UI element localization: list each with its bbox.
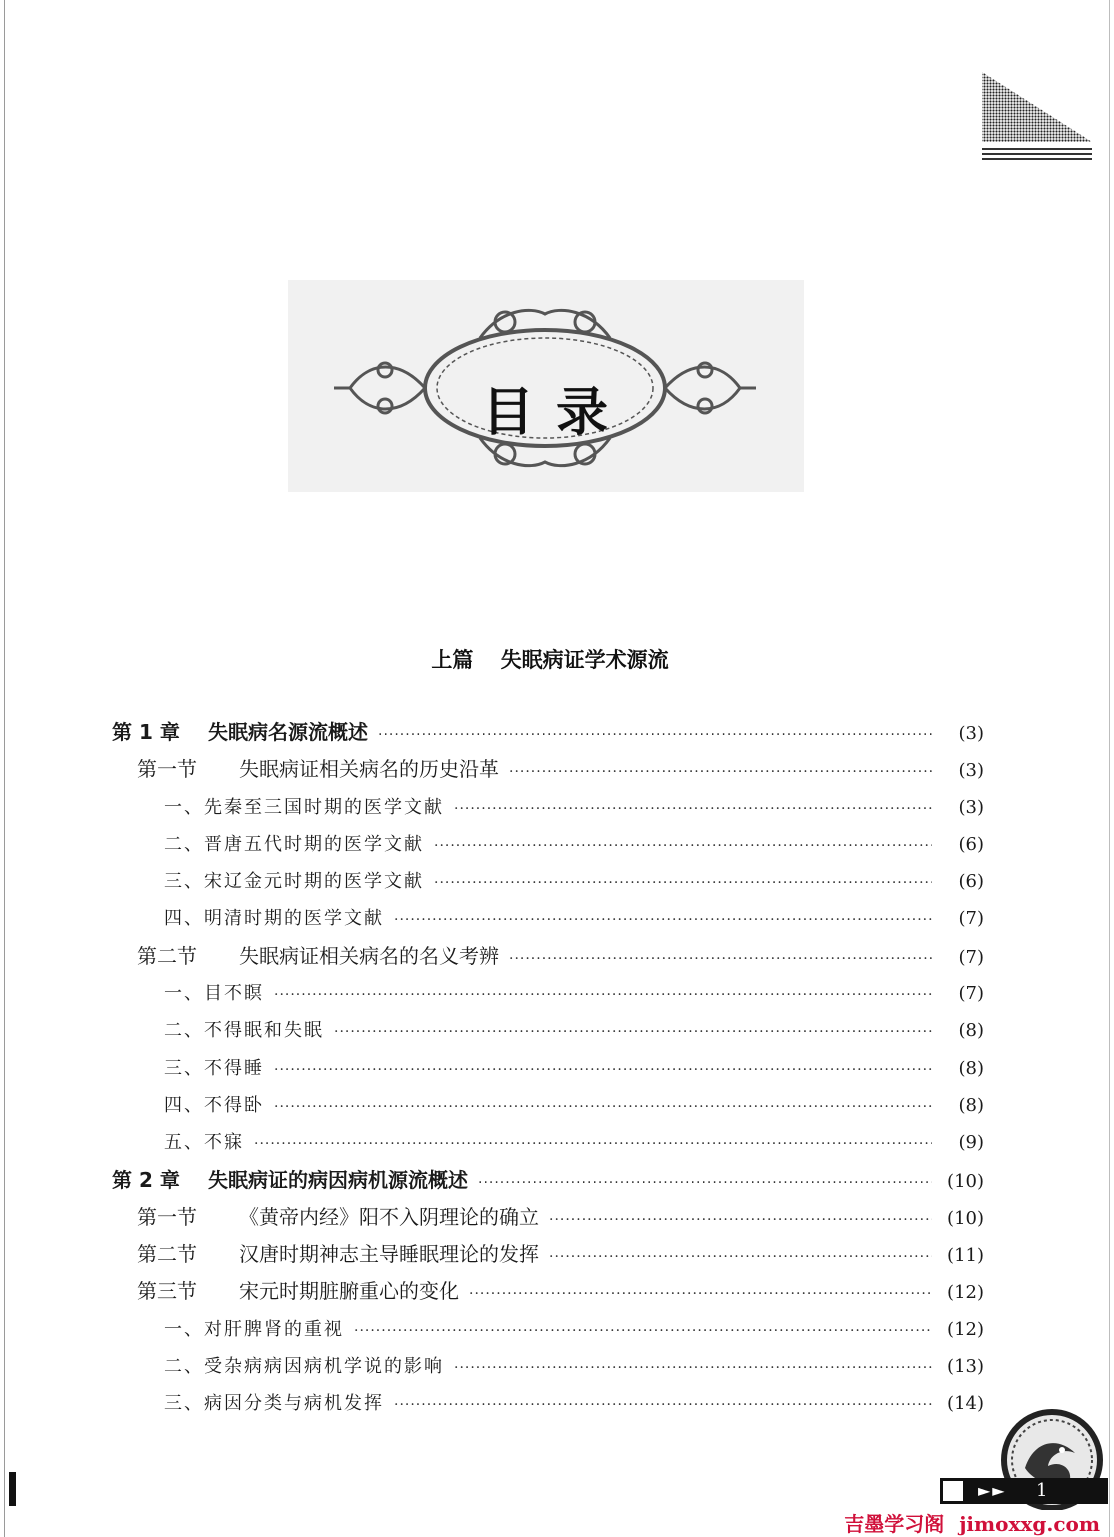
toc-entry-page: (13) [947, 1356, 984, 1378]
toc-entry-page: (7) [958, 983, 984, 1005]
toc-entry-page: (7) [958, 946, 984, 968]
toc-entry-title: 二、不得眠和失眠 [164, 1020, 324, 1042]
toc-entry-section [112, 751, 984, 788]
dot-leader [478, 1165, 932, 1202]
dot-leader [334, 1014, 932, 1051]
dot-leader [378, 717, 932, 754]
toc-entry-item [112, 1385, 984, 1422]
toc-entry-number: 第三节 [137, 1279, 197, 1304]
toc-entry-page: (3) [958, 760, 984, 782]
toc-entry-item [112, 975, 984, 1012]
part-label: 上篇 [431, 648, 474, 672]
dot-leader [434, 828, 932, 865]
dot-leader [274, 1052, 932, 1089]
toc-entry-title: 三、病因分类与病机发挥 [164, 1393, 384, 1415]
toc-entry-page: (6) [958, 871, 984, 893]
toc-entry-page: (12) [947, 1318, 984, 1340]
toc-entry-number: 第 1 章 [112, 720, 180, 744]
toc-entry-item [112, 863, 984, 900]
toc-entry-title: 三、宋辽金元时期的医学文献 [164, 871, 424, 893]
toc-entry-title: 汉唐时期神志主导睡眠理论的发挥 [239, 1242, 539, 1267]
toc-entry-title: 四、不得卧 [164, 1094, 264, 1116]
toc-entry-page: (12) [947, 1282, 984, 1304]
dot-leader [394, 902, 932, 939]
part-title-text: 失眠病证学术源流 [500, 648, 669, 672]
page-arrows: ►► [978, 1481, 1007, 1500]
part-title [0, 644, 1100, 674]
watermark-name: 吉墨学习阁 [844, 1512, 945, 1536]
toc-entry-page: (7) [958, 908, 984, 930]
toc-entry-item [112, 1124, 984, 1161]
dot-leader [454, 1350, 932, 1387]
toc-entry-section [112, 938, 984, 975]
toc-entry-section [112, 1236, 984, 1273]
dot-leader [274, 977, 932, 1014]
toc-entry-number: 第二节 [137, 1242, 197, 1267]
toc-entry-number: 第一节 [137, 1204, 197, 1229]
page-number: 1 [1036, 1480, 1048, 1501]
toc-entry-title: 一、先秦至三国时期的医学文献 [164, 796, 444, 818]
toc-entry-item [112, 1311, 984, 1348]
toc-entry-chapter [112, 714, 984, 751]
toc-entry-item [112, 1348, 984, 1385]
toc-entry-page: (3) [958, 796, 984, 818]
toc-entry-item [112, 1012, 984, 1049]
toc-entry-item [112, 1050, 984, 1087]
toc-entry-title: 失眠病证的病因病机源流概述 [208, 1167, 468, 1192]
toc-entry-page: (10) [947, 1170, 984, 1192]
dot-leader [394, 1387, 932, 1424]
toc-entry-number: 第二节 [137, 943, 197, 968]
toc-entry-item [112, 900, 984, 937]
toc-entry-page: (14) [947, 1393, 984, 1415]
dot-leader [434, 865, 932, 902]
toc-entry-section [112, 1273, 984, 1310]
toc-heading: 目录 [481, 382, 630, 443]
toc-entry-title: 一、对肝脾肾的重视 [164, 1318, 344, 1340]
dot-leader [454, 791, 932, 828]
dot-leader [354, 1313, 932, 1350]
dot-leader [274, 1089, 932, 1126]
page-nav-bar [940, 1478, 1108, 1504]
dot-leader [509, 941, 932, 978]
corner-triangle-decoration [980, 70, 1095, 162]
dot-leader [509, 754, 932, 791]
toc-entry-item [112, 826, 984, 863]
dot-leader [549, 1202, 932, 1239]
toc-entry-title: 失眠病证相关病名的名义考辨 [239, 943, 499, 968]
toc-entry-page: (8) [958, 1057, 984, 1079]
toc-entry-chapter [112, 1162, 984, 1199]
toc-entry-page: (11) [947, 1245, 984, 1267]
dot-leader [549, 1239, 932, 1276]
toc-entry-item [112, 1087, 984, 1124]
toc-entry-title: 二、受杂病病因病机学说的影响 [164, 1356, 444, 1378]
table-of-contents [112, 714, 984, 1423]
toc-entry-section [112, 1199, 984, 1236]
toc-entry-title: 五、不寐 [164, 1132, 244, 1154]
left-edge-mark [9, 1472, 16, 1506]
toc-entry-page: (6) [958, 833, 984, 855]
toc-entry-title: 一、目不瞑 [164, 983, 264, 1005]
watermark-url: jimoxxg.com [959, 1512, 1100, 1536]
toc-entry-title: 失眠病名源流概述 [208, 720, 368, 744]
toc-entry-page: (10) [947, 1207, 984, 1229]
toc-entry-number: 第一节 [137, 757, 197, 782]
toc-entry-page: (3) [958, 723, 984, 744]
toc-entry-number: 第 2 章 [112, 1167, 180, 1192]
toc-entry-page: (8) [958, 1020, 984, 1042]
page-nav-box [942, 1480, 964, 1502]
dot-leader [469, 1276, 932, 1313]
toc-entry-title: 二、晋唐五代时期的医学文献 [164, 833, 424, 855]
toc-entry-page: (9) [958, 1132, 984, 1154]
toc-entry-item [112, 789, 984, 826]
toc-entry-title: 四、明清时期的医学文献 [164, 908, 384, 930]
dot-leader [254, 1126, 932, 1163]
watermark [0, 1508, 1100, 1537]
toc-entry-title: 失眠病证相关病名的历史沿革 [239, 757, 499, 782]
toc-entry-title: 三、不得睡 [164, 1057, 264, 1079]
toc-entry-title: 《黄帝内经》阳不入阴理论的确立 [239, 1204, 539, 1229]
toc-entry-title: 宋元时期脏腑重心的变化 [239, 1279, 459, 1304]
toc-entry-page: (8) [958, 1094, 984, 1116]
